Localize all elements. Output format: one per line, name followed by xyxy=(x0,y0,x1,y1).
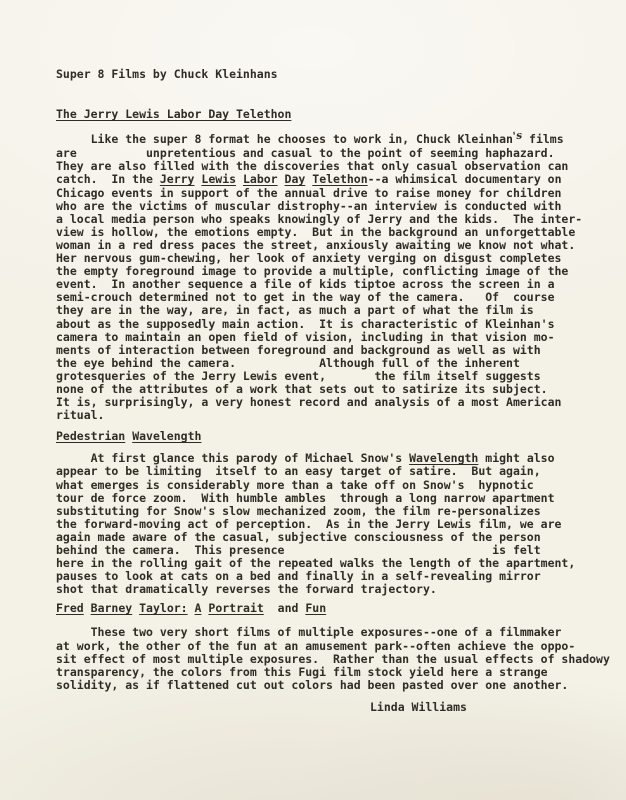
text-line: the empty foreground image to provide a multiple, conflicting image of the xyxy=(56,264,569,279)
text-line: At first glance this parody of Michael Snow's Wavelength might also xyxy=(56,451,555,466)
text-line: again made aware of the casual, subjective consciousness of the person xyxy=(56,529,541,544)
text-line: appear to be limiting itself to an easy target of satire. But again, xyxy=(56,464,541,479)
section-heading: Fred Barney Taylor: A Portrait and Fun xyxy=(56,601,327,616)
handwritten-insertion: 's xyxy=(512,129,523,143)
text-line: It is, surprisingly, a very honest record and analysis of a most American xyxy=(56,395,562,410)
text-line: the forward-moving act of perception. As in the Jerry Lewis film, we are xyxy=(56,516,562,531)
text-line: substituting for Snow's slow mechanized zoom, the film re-personalizes xyxy=(56,503,541,518)
document-content xyxy=(56,0,620,714)
text-line: transparency, the colors from this Fugi film stock yield here a strange xyxy=(56,664,548,679)
text-line: They are also filled with the discoveries that only casual observation can xyxy=(56,159,569,174)
paragraph xyxy=(56,626,620,691)
text-line: tour de force zoom. With humble ambles through a long narrow apartment xyxy=(56,490,555,505)
text-line: These two very short films of multiple exposures--one of a filmmaker xyxy=(56,625,562,640)
text-line: Like the super 8 format he chooses to work in, Chuck Kleinhan's films xyxy=(56,129,564,147)
section xyxy=(56,430,620,596)
text-line: event. In another sequence a file of kids tiptoe across the screen in a xyxy=(56,277,555,292)
text-line: Her nervous gum-chewing, her look of anxiety verging on disgust completes xyxy=(56,251,562,266)
text-line: about as the supposedly main action. It is characteristic of Kleinhan's xyxy=(56,316,555,331)
text-line: view is hollow, the emotions empty. But in the background an unforgettable xyxy=(56,224,576,239)
text-line: a local media person who speaks knowingly of Jerry and the kids. The inter- xyxy=(56,211,583,226)
text-line: Chicago events in support of the annual drive to raise money for children xyxy=(56,185,562,200)
text-line: pauses to look at cats on a bed and finally in a self-revealing mirror xyxy=(56,569,541,584)
paragraph xyxy=(56,129,620,423)
text-line: ments of interaction between foreground and background as well as with xyxy=(56,342,541,357)
text-line: here in the rolling gait of the repeated walks the length of the apartment, xyxy=(56,556,576,571)
text-line: shot that dramatically reverses the forward trajectory. xyxy=(56,582,437,597)
paragraph xyxy=(56,452,620,596)
section xyxy=(56,602,620,692)
text-line: who are the victims of muscular distrophy--an interview is conducted with xyxy=(56,198,562,213)
text-line: ritual. xyxy=(56,408,105,423)
text-line: grotesqueries of the Jerry Lewis event, the film itself suggests xyxy=(56,368,541,383)
text-line: semi-crouch determined not to get in the way of the camera. Of course xyxy=(56,290,555,305)
text-line: are unpretentious and casual to the point of seeming haphazard. xyxy=(56,146,555,161)
text-line: sit effect of most multiple exposures. Rather than the usual effects of shadowy xyxy=(56,651,610,666)
text-line: what emerges is considerably more than a take off on Snow's hypnotic xyxy=(56,477,534,492)
text-line: solidity, as if flattened cut out colors had been pasted over one another. xyxy=(56,677,569,692)
section xyxy=(56,108,620,422)
text-line: they are in the way, are, in fact, as much a part of what the film is xyxy=(56,303,534,318)
text-line: woman in a red dress paces the street, anxiously awaiting we know not what. xyxy=(56,237,576,252)
text-line: catch. In the Jerry Lewis Labor Day Telethon--a whimsical documentary on xyxy=(56,172,562,187)
document-title: Super 8 Films by Chuck Kleinhans xyxy=(56,67,278,81)
text-line: behind the camera. This presence is felt xyxy=(56,543,541,557)
document-body xyxy=(56,108,620,692)
section-heading: The Jerry Lewis Labor Day Telethon xyxy=(56,107,292,122)
text-line: camera to maintain an open field of vision, including in that vision mo- xyxy=(56,329,555,344)
section-heading: Pedestrian Wavelength xyxy=(56,429,202,444)
text-line: at work, the other of the fun at an amusement park--often achieve the oppo- xyxy=(56,638,576,653)
text-line: none of the attributes of a work that sets out to satirize its subject. xyxy=(56,381,548,396)
signature: Linda Williams xyxy=(370,699,467,714)
text-line: the eye behind the camera. Although full of the inherent xyxy=(56,355,520,370)
